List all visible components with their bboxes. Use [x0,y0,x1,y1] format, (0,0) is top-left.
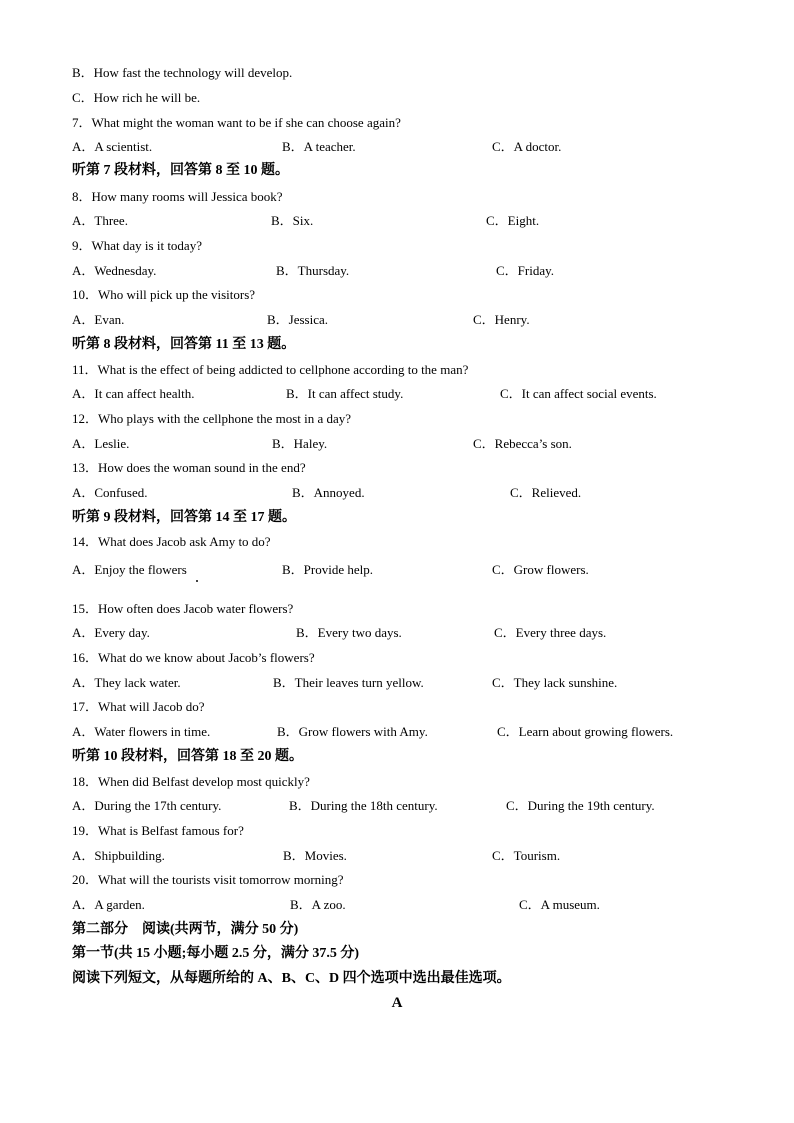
question-12: 12．Who plays with the cellphone the most in a day? [72,411,352,426]
option-a: A．Water flowers in time. [72,724,211,739]
option-a: A．A garden. [72,897,145,912]
option-a: A．Evan. [72,312,125,327]
section-heading-9: 听第 9 段材料，回答第 14 至 17 题。 [72,510,296,525]
question-14: 14．What does Jacob ask Amy to do? [72,534,271,549]
section-heading-7: 听第 7 段材料，回答第 8 至 10 题。 [72,163,289,178]
option-b: B．Thursday. [276,263,350,278]
reading-instruction: 阅读下列短文，从每题所给的 A、B、C、D 四个选项中选出最佳选项。 [72,971,511,986]
question-7: 7．What might the woman want to be if she can choose again? [72,115,401,130]
option-a: A．Wednesday. [72,263,157,278]
question-13: 13．How does the woman sound in the end? [72,460,306,475]
option-c: C．A doctor. [492,139,562,154]
option-a: A．They lack water. [72,675,181,690]
question-9: 9．What day is it today? [72,238,202,253]
option-a: A．It can affect health. [72,386,195,401]
stray-dot [196,580,198,582]
question-15: 15．How often does Jacob water flowers? [72,601,294,616]
passage-label: A [391,995,403,1011]
option-c: C．A museum. [519,897,600,912]
option-b: B．Their leaves turn yellow. [273,675,424,690]
option-c: C．It can affect social events. [500,386,657,401]
option-b: B．Movies. [283,848,347,863]
option-b: B．A zoo. [290,897,346,912]
option-c: C．Learn about growing flowers. [497,724,674,739]
option-c: C．Henry. [473,312,530,327]
option-b: B．A teacher. [282,139,356,154]
option-b: B．During the 18th century. [289,798,438,813]
option-a: A．Three. [72,213,128,228]
option-a: A．A scientist. [72,139,153,154]
option-b: B．It can affect study. [286,386,404,401]
question-18: 18．When did Belfast develop most quickly? [72,774,310,789]
question-16: 16．What do we know about Jacob’s flowers? [72,650,315,665]
option-a: A．During the 17th century. [72,798,222,813]
section-heading-8: 听第 8 段材料，回答第 11 至 13 题。 [72,337,296,352]
option-b: B．Jessica. [267,312,329,327]
option-a: A．Enjoy the flowers [72,562,187,577]
option-b: B．Provide help. [282,562,373,577]
option-a: A．Confused. [72,485,148,500]
option-c: C．Relieved. [510,485,582,500]
section-one-heading: 第一节(共 15 小题;每小题 2.5 分，满分 37.5 分) [72,946,359,961]
option-c: C．Grow flowers. [492,562,589,577]
option-c: C．Tourism. [492,848,561,863]
option-c: C．During the 19th century. [506,798,655,813]
option-b: B．Annoyed. [292,485,365,500]
section-heading-10: 听第 10 段材料，回答第 18 至 20 题。 [72,749,303,764]
option-q6-b: B．How fast the technology will develop. [72,65,293,80]
question-17: 17．What will Jacob do? [72,699,205,714]
option-c: C．Eight. [486,213,540,228]
question-19: 19．What is Belfast famous for? [72,823,244,838]
option-b: B．Grow flowers with Amy. [277,724,428,739]
question-10: 10．Who will pick up the visitors? [72,287,256,302]
option-a: A．Shipbuilding. [72,848,165,863]
option-b: B．Six. [271,213,314,228]
part-two-heading: 第二部分 阅读(共两节，满分 50 分) [72,922,299,937]
question-8: 8．How many rooms will Jessica book? [72,189,283,204]
option-b: B．Every two days. [296,625,402,640]
option-c: C．They lack sunshine. [492,675,618,690]
option-c: C．Every three days. [494,625,607,640]
option-a: A．Leslie. [72,436,130,451]
option-c: C．Friday. [496,263,555,278]
question-20: 20．What will the tourists visit tomorrow morning? [72,872,344,887]
option-b: B．Haley. [272,436,328,451]
question-11: 11．What is the effect of being addicted to cellphone according to the man? [72,362,469,377]
option-c: C．Rebecca’s son. [473,436,572,451]
option-q6-c: C．How rich he will be. [72,90,201,105]
option-a: A．Every day. [72,625,150,640]
